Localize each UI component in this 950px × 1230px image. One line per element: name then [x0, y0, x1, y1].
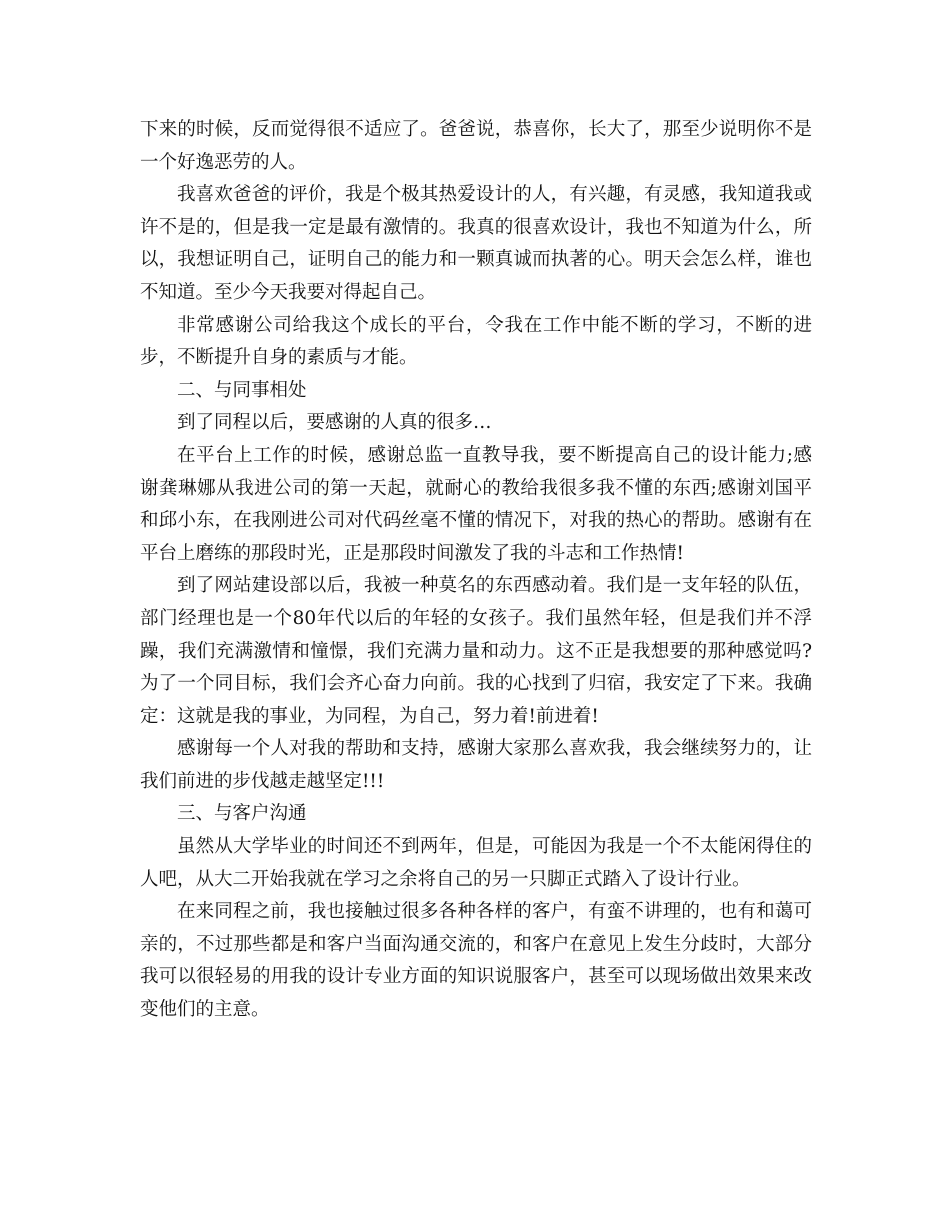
paragraph: 在平台上工作的时候，感谢总监一直教导我，要不断提高自己的设计能力;感谢龚琳娜从我进公司的第一天起，就耐心的教给我很多我不懂的东西;感谢刘国平和邱小东，在我刚进公司对代码丝毫不懂的情况下，对我的热心的帮助。感谢有在平台上磨练的那段时光，正是那段时间激发了我的斗志和工作热情! — [140, 444, 812, 564]
section-heading-clients: 三、与客户沟通 — [177, 803, 307, 825]
paragraph: 虽然从大学毕业的时间还不到两年，但是，可能因为我是一个不太能闲得住的人吧，从大二开始我就在学习之余将自己的另一只脚正式踏入了设计行业。 — [140, 836, 812, 890]
document-body — [140, 114, 812, 1027]
paragraph: 感谢每一个人对我的帮助和支持，感谢大家那么喜欢我，我会继续努力的，让我们前进的步伐越走越坚定!!! — [140, 738, 812, 792]
paragraph: 非常感谢公司给我这个成长的平台，令我在工作中能不断的学习，不断的进步，不断提升自身的素质与才能。 — [140, 314, 812, 369]
section-heading-colleagues: 二、与同事相处 — [177, 379, 307, 401]
paragraph-continued: 下来的时候，反而觉得很不适应了。爸爸说，恭喜你，长大了，那至少说明你不是一个好逸恶劳的人。 — [140, 119, 812, 173]
paragraph: 到了同程以后，要感谢的人真的很多… — [177, 412, 492, 434]
paragraph: 到了网站建设部以后，我被一种莫名的东西感动着。我们是一支年轻的队伍，部门经理也是一个80年代以后的年轻的女孩子。我们虽然年轻，但是我们并不浮躁，我们充满激情和憧憬，我们充满力量和动力。这不正是我想要的那种感觉吗?为了一个同目标，我们会齐心奋力向前。我的心找到了归宿，我安定了下来。我确定：这就是我的事业，为同程，为自己，努力着!前进着! — [140, 575, 812, 727]
paragraph: 在来同程之前，我也接触过很多各种各样的客户，有蛮不讲理的，也有和蔼可亲的，不过那些都是和客户当面沟通交流的，和客户在意见上发生分歧时，大部分我可以很轻易的用我的设计专业方面的知识说服客户，甚至可以现场做出效果来改变他们的主意。 — [140, 901, 812, 1021]
paragraph: 我喜欢爸爸的评价，我是个极其热爱设计的人，有兴趣，有灵感，我知道我或许不是的，但是我一定是最有激情的。我真的很喜欢设计，我也不知道为什么，所以，我想证明自己，证明自己的能力和一颗真诚而执著的心。明天会怎么样，谁也不知道。至少今天我要对得起自己。 — [140, 184, 812, 303]
